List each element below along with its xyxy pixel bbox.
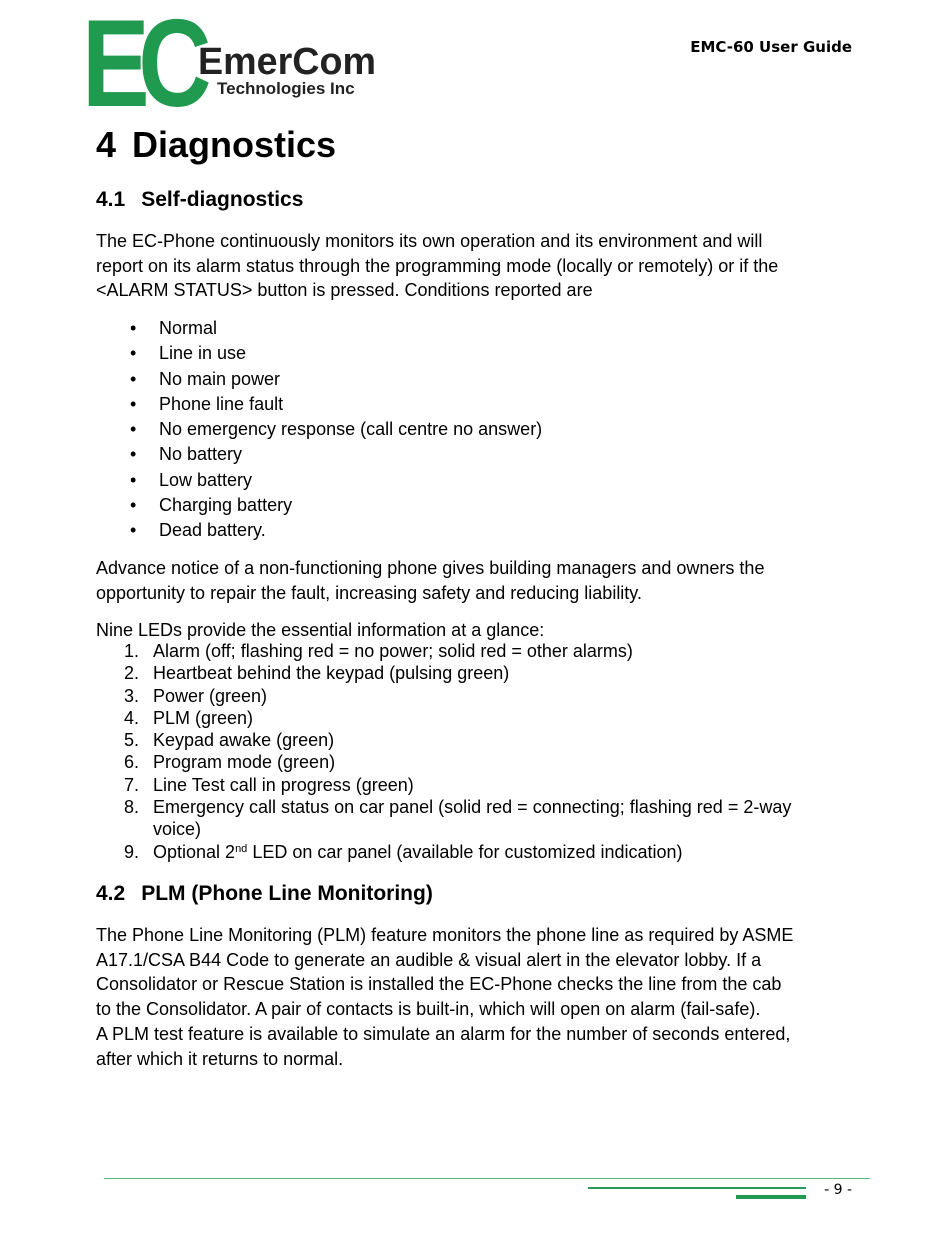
logo-subtitle: Technologies Inc <box>217 79 355 98</box>
leds-list <box>96 640 856 863</box>
list-number: 2. <box>124 663 140 684</box>
list-text-continued: voice) <box>153 819 202 840</box>
list-text: LED on car panel (available for customized indication) <box>247 841 683 862</box>
list-item <box>96 685 856 707</box>
list-item: • No emergency response (call centre no answer) <box>96 417 542 442</box>
list-text: Line Test call in progress (green) <box>153 774 414 795</box>
list-item <box>96 640 856 662</box>
plm-paragraph <box>96 923 856 1071</box>
list-item: • Normal <box>96 316 542 341</box>
list-text: Program mode (green) <box>153 752 336 773</box>
list-number: 8. <box>124 797 140 818</box>
list-text: PLM (green) <box>153 707 254 728</box>
subsection-heading-self-diagnostics <box>96 188 303 212</box>
list-number: 3. <box>124 685 140 706</box>
paragraph-line: report on its alarm status through the programming mode (locally or remotely) or if the <box>96 255 779 276</box>
list-item: • Low battery <box>96 468 542 493</box>
list-item <box>96 841 856 863</box>
list-text: Emergency call status on car panel (solid red = connecting; flashing red = 2-way <box>153 797 792 818</box>
list-item <box>96 796 856 841</box>
emercom-logo-graphic <box>84 8 384 110</box>
list-item: • Charging battery <box>96 493 542 518</box>
paragraph-line: after which it returns to normal. <box>96 1048 344 1069</box>
self-diagnostics-intro <box>96 229 856 303</box>
list-item: • No battery <box>96 442 542 467</box>
list-item <box>96 729 856 751</box>
ordinal-superscript: nd <box>235 842 248 855</box>
list-item <box>96 774 856 796</box>
subsection-number: 4.2 <box>96 882 126 905</box>
list-number: 5. <box>124 730 140 751</box>
paragraph-line: <ALARM STATUS> button is pressed. Conditions reported are <box>96 280 593 301</box>
subsection-title: Self-diagnostics <box>141 188 304 211</box>
footer-accent-line <box>588 1187 806 1189</box>
page-number: - 9 - <box>824 1182 852 1198</box>
list-item <box>96 751 856 773</box>
paragraph-line: Advance notice of a non-functioning phone gives building managers and owners the <box>96 558 765 578</box>
list-number: 1. <box>124 641 140 661</box>
section-number: 4 <box>96 124 117 165</box>
advance-notice-paragraph <box>96 556 856 605</box>
list-number: 7. <box>124 774 140 795</box>
list-item: • No main power <box>96 367 542 392</box>
list-number: 9. <box>124 841 140 862</box>
paragraph-line: A PLM test feature is available to simulate an alarm for the number of seconds entered, <box>96 1023 791 1044</box>
logo-company-name: EmerCom <box>198 41 376 83</box>
section-title: Diagnostics <box>132 124 337 165</box>
footer-accent-bar <box>736 1195 806 1199</box>
footer-divider <box>104 1178 870 1179</box>
list-text: Power (green) <box>153 685 268 706</box>
paragraph-line: The EC-Phone continuously monitors its own operation and its environment and will <box>96 231 763 251</box>
paragraph-line: Consolidator or Rescue Station is installed the EC-Phone checks the line from the cab <box>96 974 782 995</box>
subsection-number: 4.1 <box>96 188 126 211</box>
section-heading <box>96 124 336 166</box>
list-item <box>96 662 856 684</box>
list-item: • Phone line fault <box>96 392 542 417</box>
list-item <box>96 707 856 729</box>
list-item: • Line in use <box>96 341 542 366</box>
list-text: Optional 2 <box>153 841 236 862</box>
paragraph-line: The Phone Line Monitoring (PLM) feature monitors the phone line as required by ASME <box>96 925 794 945</box>
paragraph-line: opportunity to repair the fault, increasing safety and reducing liability. <box>96 582 642 603</box>
list-number: 4. <box>124 707 140 728</box>
conditions-list <box>96 316 542 544</box>
logo-mark: EC <box>84 8 210 110</box>
subsection-heading-plm <box>96 882 433 906</box>
list-text: Heartbeat behind the keypad (pulsing green) <box>153 663 510 684</box>
list-text: Alarm (off; flashing red = no power; solid red = other alarms) <box>153 641 633 661</box>
paragraph-line: to the Consolidator. A pair of contacts is built-in, which will open on alarm (fail-safe). <box>96 999 761 1020</box>
company-logo <box>84 8 384 110</box>
subsection-title: PLM (Phone Line Monitoring) <box>141 882 433 905</box>
document-title: EMC-60 User Guide <box>690 38 852 56</box>
leds-intro: Nine LEDs provide the essential information at a glance: <box>96 620 545 640</box>
list-item: • Dead battery. <box>96 518 542 543</box>
list-text: Keypad awake (green) <box>153 730 335 751</box>
paragraph-line: A17.1/CSA B44 Code to generate an audible & visual alert in the elevator lobby. If a <box>96 949 762 970</box>
list-number: 6. <box>124 752 140 773</box>
